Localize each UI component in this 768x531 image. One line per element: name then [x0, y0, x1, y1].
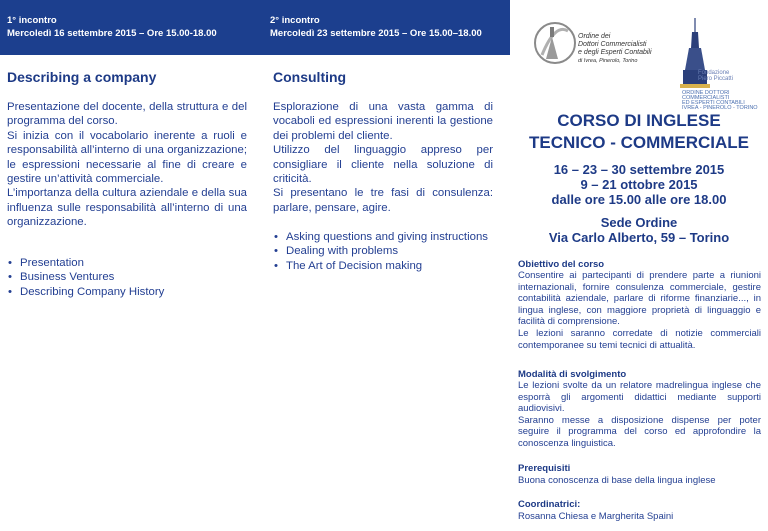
course-dates: 16 – 23 – 30 settembre 2015 — [553, 162, 725, 177]
paragraph: Esplorazione di una vasta gamma di vocaboli ed espressioni inerenti la gestione dei problemi del cliente. — [273, 101, 493, 142]
first-session-panel — [0, 0, 258, 531]
list-item: • Describing Company History — [7, 285, 247, 299]
session-label: 2° incontro — [270, 15, 320, 26]
list-item: • Presentation — [7, 256, 247, 270]
second-session-panel — [258, 0, 510, 531]
logo-text-line: COMMERCIALISTI — [682, 95, 730, 101]
coord-heading: Coordinatrici: — [518, 499, 581, 510]
list-item: • The Art of Decision making — [273, 259, 493, 273]
logo-text-line: Ordine dei — [578, 33, 611, 40]
topic-list — [7, 256, 247, 299]
paragraph: Saranno messe a disposizione dispense per poter seguire il programma del corso ed approfondire la conoscenza linguistica. — [518, 414, 761, 449]
course-hours: dalle ore 15.00 alle ore 18.00 — [551, 192, 727, 207]
session-title: Consulting — [273, 69, 347, 85]
logo-text-line: ED ESPERTI CONTABILI — [682, 100, 745, 106]
list-item: • Asking questions and giving instructions — [273, 230, 493, 244]
logo-text-line: di Ivrea, Pinerolo, Torino — [578, 58, 638, 64]
session-date: Mercoledì 16 settembre 2015 – Ore 15.00-18.00 — [7, 28, 217, 39]
method-heading: Modalità di svolgimento — [518, 369, 627, 380]
ordine-emblem-icon — [532, 15, 578, 71]
method-text — [518, 380, 761, 450]
session-header-band — [0, 0, 258, 55]
logo-text-line: Piero Piccatti — [698, 76, 734, 82]
ordine-logo — [532, 15, 677, 77]
paragraph: Consentire ai partecipanti di prendere parte a riunioni internazionali, fornire consulenza commerciale, gestire contabilità aziendale, parlare di riforme finanziarie..., in lingua inglese, con maggiore proprietà di linguaggio e facilità di comprensione. — [518, 270, 761, 328]
course-dates: 9 – 21 ottobre 2015 — [580, 177, 698, 192]
topic-list — [273, 230, 493, 273]
list-item: • Dealing with problems — [273, 244, 493, 258]
list-item: • Business Ventures — [7, 270, 247, 284]
objective-heading: Obiettivo del corso — [518, 259, 605, 270]
session-title: Describing a company — [7, 69, 157, 85]
paragraph: Si presentano le tre fasi di consulenza: parlare, pensare, agire. — [273, 187, 493, 214]
course-title: CORSO DI INGLESE — [557, 111, 721, 130]
prereq-text: Buona conoscenza di base della lingua inglese — [518, 475, 716, 486]
session-description — [273, 100, 493, 215]
paragraph: Le lezioni svolte da un relatore madrelingua inglese che esporrà gli argomenti didattici mediante supporti audiovisivi. — [518, 380, 761, 415]
objective-text — [518, 270, 761, 351]
paragraph: Le lezioni saranno corredate di notizie commerciali contemporanee su temi tecnici di attualità. — [518, 327, 761, 351]
logo-text-line: e degli Esperti Contabili — [578, 49, 652, 56]
logo-text-line: Dottori Commercialisti — [578, 41, 647, 48]
venue-name: Sede Ordine — [600, 215, 678, 230]
session-header-band — [258, 0, 510, 55]
logo-text-line: Fondazione — [698, 70, 730, 76]
venue-address: Via Carlo Alberto, 59 – Torino — [548, 230, 730, 245]
logo-text-line: IVREA - PINEROLO - TORINO — [682, 105, 758, 111]
coord-text: Rosanna Chiesa e Margherita Spaini — [518, 511, 674, 522]
session-date: Mercoledì 23 settembre 2015 – Ore 15.00–18.00 — [270, 28, 482, 39]
session-description — [7, 100, 247, 230]
paragraph: Presentazione del docente, della struttura e del programma del corso. — [7, 101, 247, 128]
course-subtitle: TECNICO - COMMERCIALE — [528, 133, 750, 152]
fondazione-logo — [674, 18, 758, 111]
logo-text-line: ORDINE DOTTORI — [682, 90, 730, 96]
course-info-panel — [510, 0, 768, 531]
session-label: 1° incontro — [7, 15, 57, 26]
paragraph: Si inizia con il vocabolario inerente a ruoli e responsabilità all’interno di una organizzazione; le espressioni necessarie al fine di creare e gestire un’attività commerciale. — [7, 129, 247, 186]
paragraph: L’importanza della cultura aziendale e della sua influenza sulle responsabilità all’interno di una organizzazione. — [7, 187, 247, 229]
paragraph: Utilizzo del linguaggio appreso per consigliare il cliente nella soluzione di criticità. — [273, 144, 493, 186]
prereq-heading: Prerequisiti — [518, 463, 571, 474]
